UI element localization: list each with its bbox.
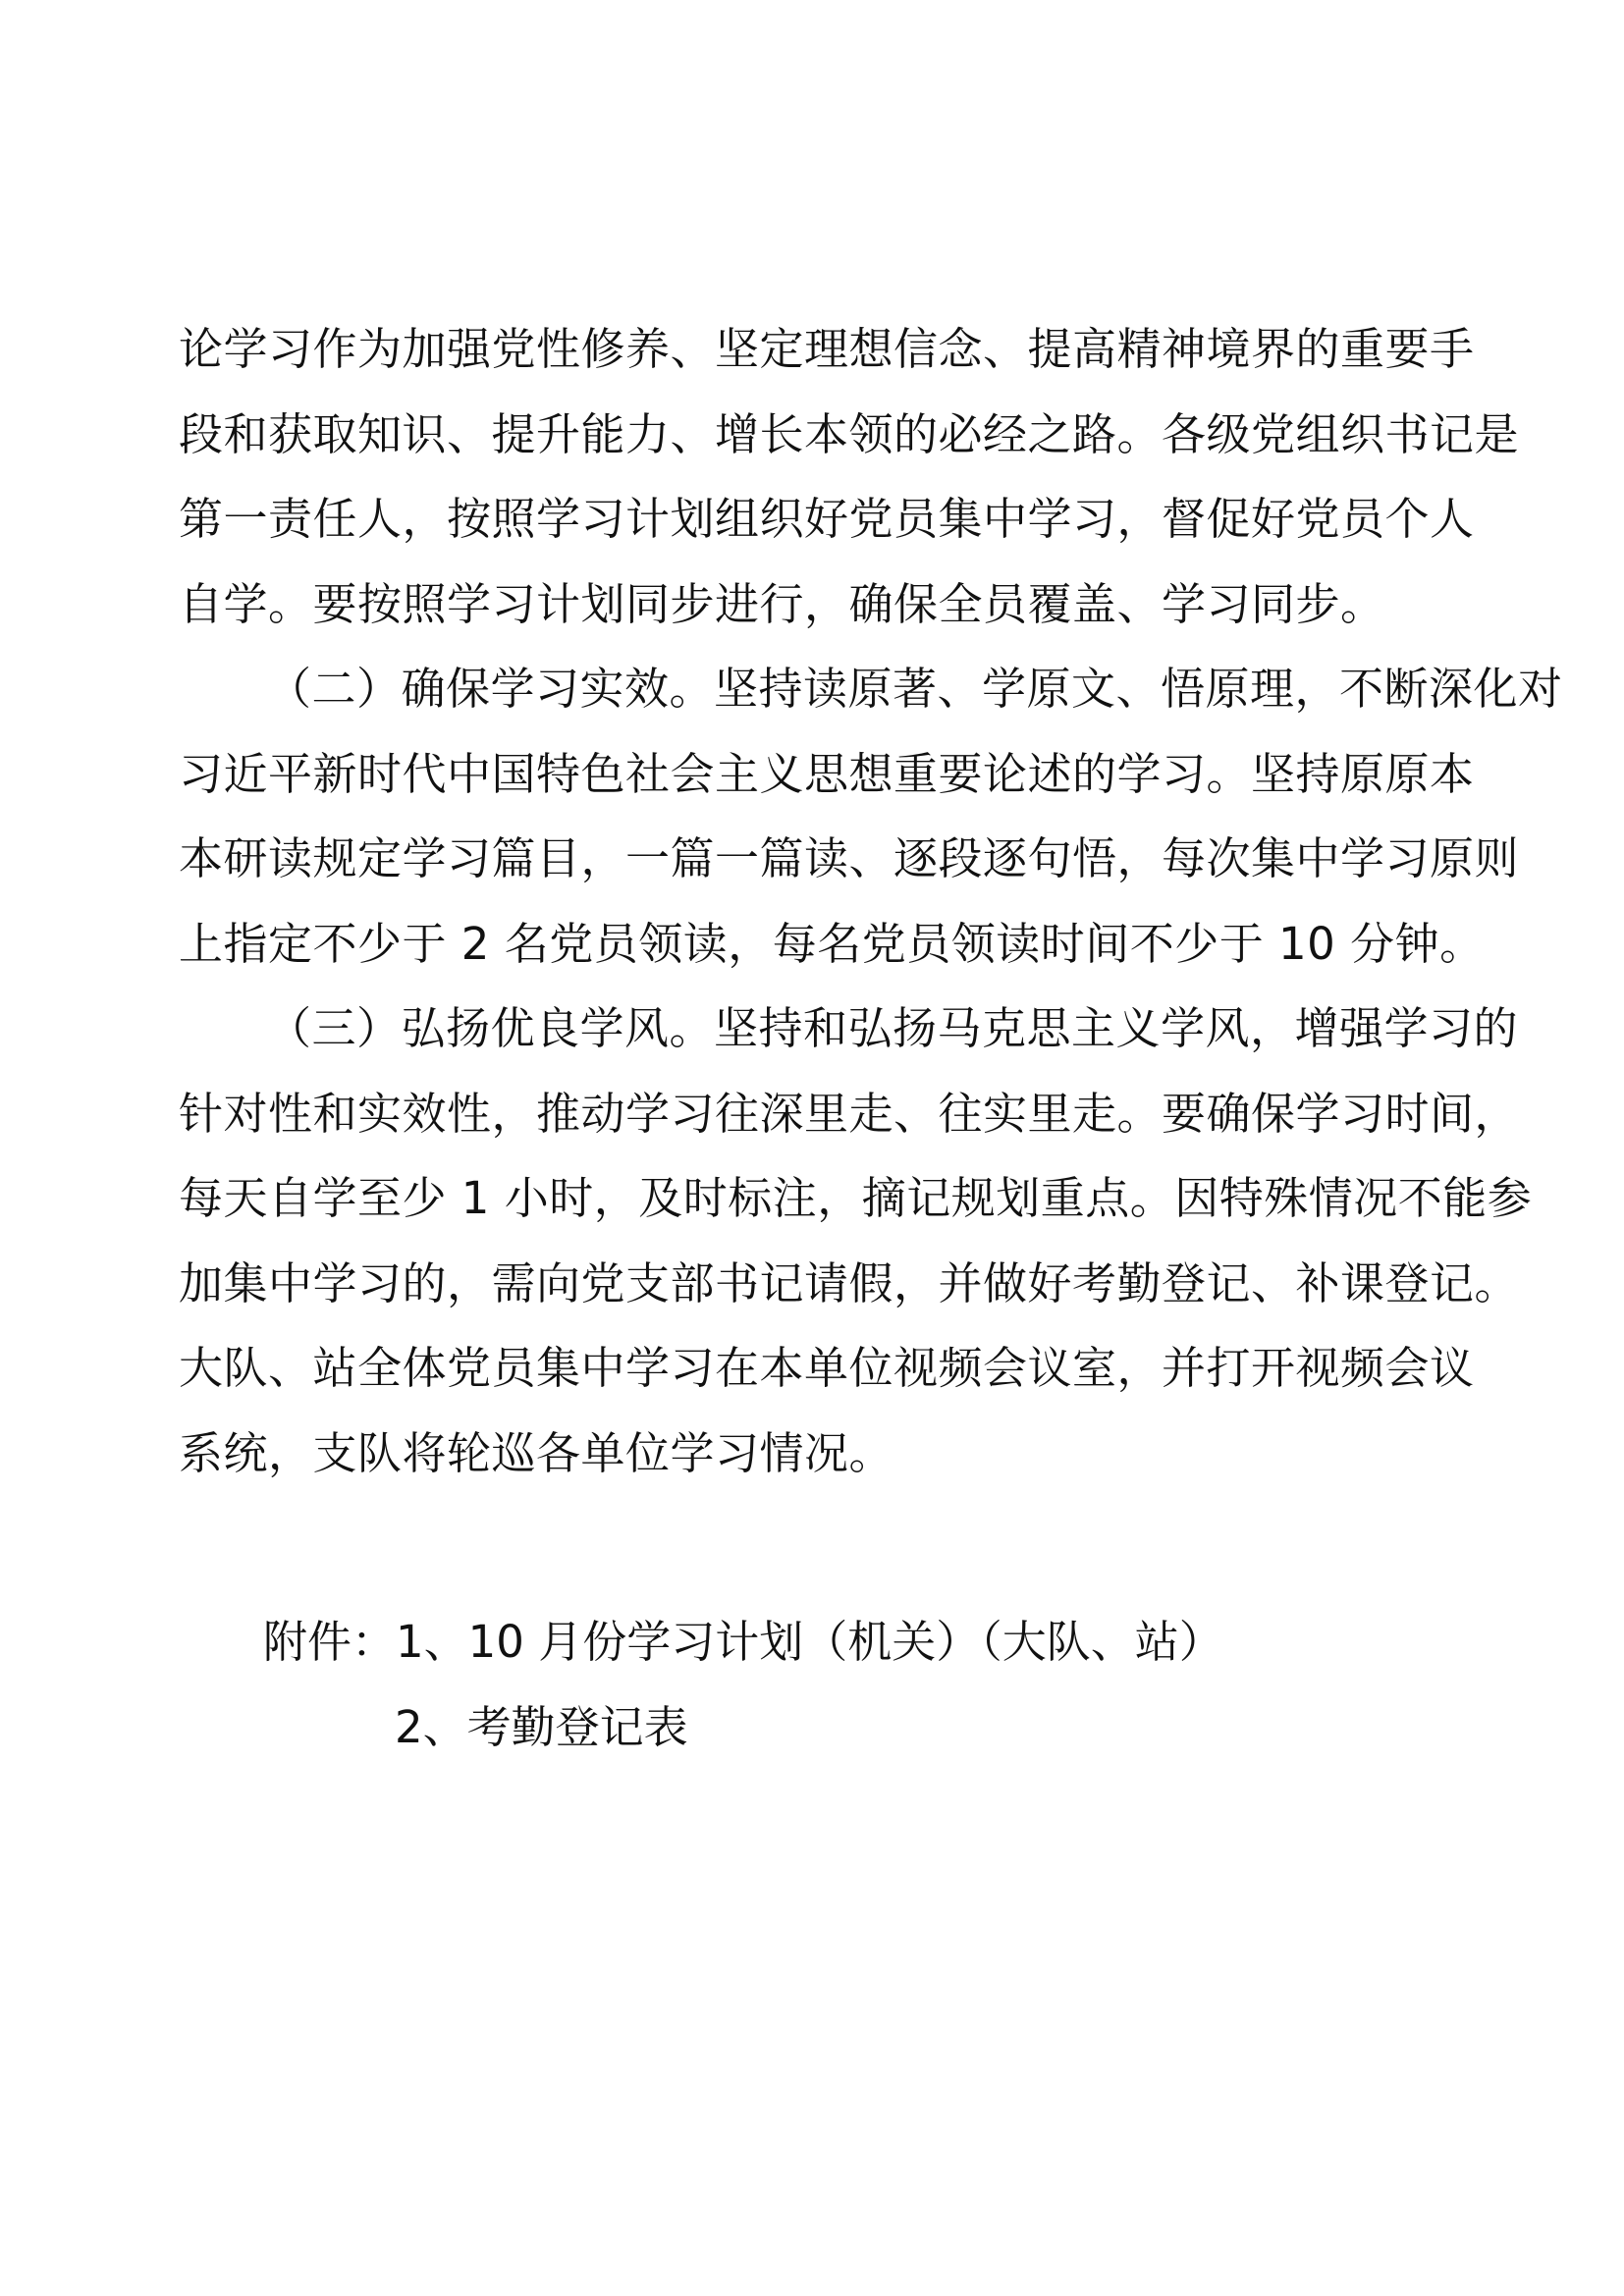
attachments-label: 附件： [263, 1616, 397, 1668]
paragraph-line: 本研读规定学习篇目，一篇一篇读、逐段逐句悟，每次集中学习原则 [179, 832, 1520, 884]
paragraph-line: 自学。要按照学习计划同步进行，确保全员覆盖、学习同步。 [179, 577, 1385, 630]
paragraph-line: 习近平新时代中国特色社会主义思想重要论述的学习。坚持原原本 [179, 747, 1475, 800]
attachment-item: 1、10 月份学习计划（机关）（大队、站） [396, 1616, 1223, 1668]
attachments [263, 1600, 1223, 1770]
paragraph-line: 段和获取知识、提升能力、增长本领的必经之路。各级党组织书记是 [179, 407, 1520, 460]
paragraph-line: 系统，支队将轮巡各单位学习情况。 [179, 1426, 894, 1479]
paragraph-line: 论学习作为加强党性修养、坚定理想信念、提高精神境界的重要手 [179, 323, 1475, 375]
section-heading-3: （三）弘扬优良学风。坚持和弘扬马克思主义学风，增强学习的 [267, 1002, 1519, 1054]
section-heading-2: （二）确保学习实效。坚持读原著、学原文、悟原理，不断深化对 [267, 663, 1563, 715]
paragraph-line: 上指定不少于 2 名党员领读，每名党员领读时间不少于 10 分钟。 [179, 917, 1485, 970]
attachment-row-2 [263, 1685, 1223, 1771]
attachment-item: 2、考勤登记表 [395, 1700, 688, 1753]
attachment-row-1 [263, 1600, 1223, 1685]
paragraph-line: 每天自学至少 1 小时，及时标注，摘记规划重点。因特殊情况不能参 [179, 1172, 1533, 1224]
paragraph-line: 加集中学习的，需向党支部书记请假，并做好考勤登记、补课登记。 [179, 1256, 1520, 1309]
paragraph-line: 大队、站全体党员集中学习在本单位视频会议室，并打开视频会议 [179, 1342, 1475, 1394]
paragraph-line: 针对性和实效性，推动学习往深里走、往实里走。要确保学习时间， [179, 1087, 1520, 1140]
body-text [179, 307, 1563, 1496]
paragraph-line: 第一责任人，按照学习计划组织好党员集中学习，督促好党员个人 [179, 493, 1475, 545]
